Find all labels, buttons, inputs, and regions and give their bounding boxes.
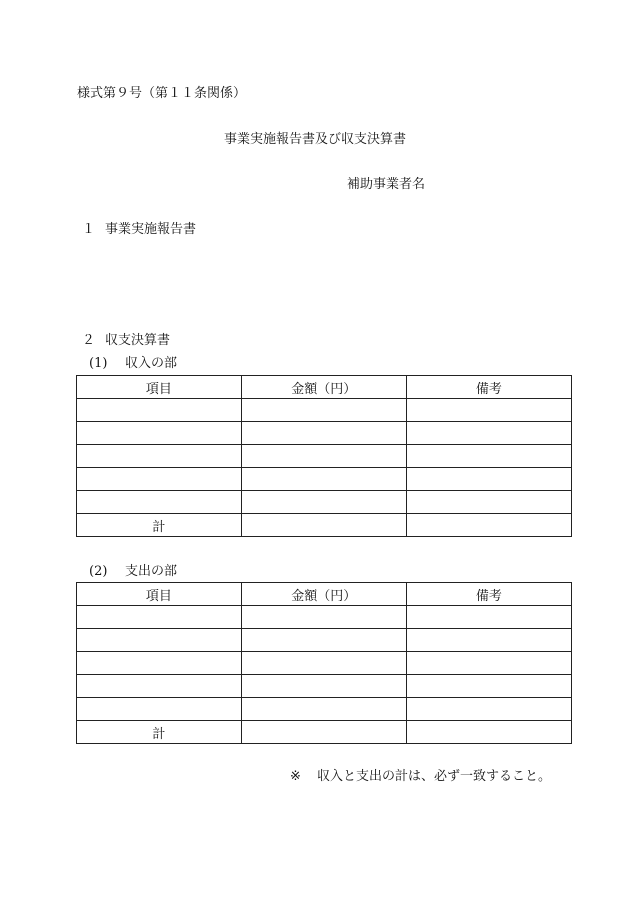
table-cell [241,491,406,514]
table-cell [241,606,406,629]
table-cell [406,445,571,468]
table-row [77,445,572,468]
note-mark: ※ [290,769,301,784]
section-1-number: １ [82,222,96,237]
table-row [77,468,572,491]
income-header-remarks: 備考 [406,376,571,399]
expense-label: 支出の部 [125,564,178,579]
table-cell [77,698,242,721]
table-cell [77,399,242,422]
table-cell [77,675,242,698]
income-total-remarks [406,514,571,537]
table-row [77,606,572,629]
section-2-number: ２ [82,333,96,348]
expense-total-row [77,721,572,744]
document-title: 事業実施報告書及び収支決算書 [223,132,406,147]
section-2-title: 収支決算書 [105,333,171,348]
income-subheading [89,356,177,372]
table-cell [406,468,571,491]
table-cell [406,399,571,422]
footnote [290,769,551,785]
expense-total-remarks [406,721,571,744]
table-row [77,629,572,652]
income-label: 収入の部 [125,356,178,371]
table-row [77,399,572,422]
table-cell [241,698,406,721]
table-cell [77,445,242,468]
table-cell [406,698,571,721]
income-header-amount: 金額（円） [241,376,406,399]
income-total-amount [241,514,406,537]
table-cell [77,652,242,675]
table-cell [241,629,406,652]
note-text: 収入と支出の計は、必ず一致すること。 [317,769,552,784]
table-cell [241,675,406,698]
expense-subheading [89,564,177,580]
section-2-heading [82,333,170,349]
table-cell [77,606,242,629]
table-cell [77,468,242,491]
income-total-row [77,514,572,537]
expense-header-item: 項目 [77,583,242,606]
table-cell [406,629,571,652]
table-cell [241,422,406,445]
expense-header-remarks: 備考 [406,583,571,606]
income-total-label: 計 [77,514,242,537]
table-cell [77,629,242,652]
table-cell [241,445,406,468]
table-row [77,675,572,698]
income-header-row [77,376,572,399]
income-header-item: 項目 [77,376,242,399]
income-table [76,375,572,537]
expense-number: (2) [89,564,108,579]
section-1-heading [82,222,196,238]
table-cell [406,675,571,698]
section-1-title: 事業実施報告書 [105,222,197,237]
table-cell [406,422,571,445]
expense-header-row [77,583,572,606]
table-cell [77,491,242,514]
table-row [77,652,572,675]
table-row [77,698,572,721]
form-number: 様式第９号（第１１条関係） [77,86,247,101]
table-cell [406,652,571,675]
table-row [77,491,572,514]
income-number: (1) [89,356,108,371]
table-cell [406,491,571,514]
table-cell [241,399,406,422]
table-cell [241,468,406,491]
table-cell [406,606,571,629]
applicant-name-label: 補助事業者名 [347,177,426,192]
expense-total-amount [241,721,406,744]
table-cell [241,652,406,675]
table-row [77,422,572,445]
table-cell [77,422,242,445]
expense-total-label: 計 [77,721,242,744]
expense-header-amount: 金額（円） [241,583,406,606]
expense-table [76,582,572,744]
